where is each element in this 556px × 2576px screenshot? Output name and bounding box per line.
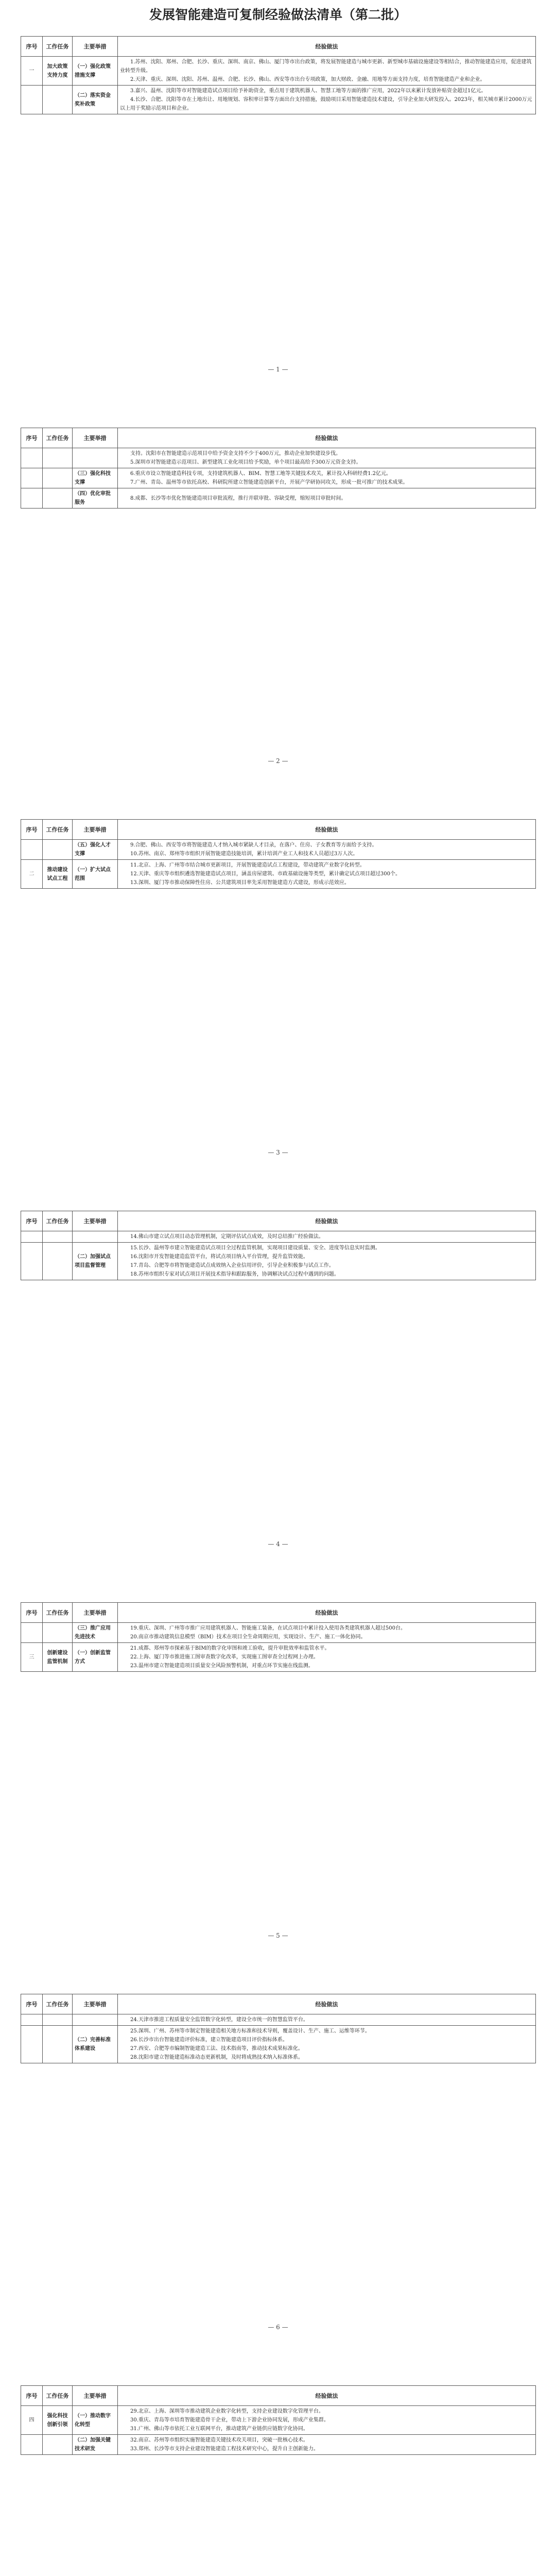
seq-cell [21,1623,43,1643]
experience-cell [118,488,536,509]
header-task: 工作任务 [43,2386,73,2406]
seq-cell [21,2014,43,2026]
seq-cell [21,488,43,509]
table-row [21,860,536,889]
header-seq: 序号 [21,1211,43,1231]
experience-item: 11.北京、上海、广州等市结合城市更新项目，开展智能建造试点工程建设，带动建筑产业数字化转型。 [130,862,365,868]
experience-item: 28.沈阳市建立智能建造标准动态更新机制，及时将成熟技术纳入标准体系。 [130,2055,303,2060]
measures-table [21,428,536,509]
table-header-row [21,1603,536,1623]
experience-item: 12.天津、重庆等市组织遴选智能建造试点项目，涵盖房屋建筑、市政基础设施等类型，累计确定试点项目超过300个。 [130,871,401,877]
header-seq: 序号 [21,1994,43,2014]
sub-measure-cell: （二）加强试点项目监督管理 [73,1243,118,1280]
task-cell [43,2026,73,2063]
page-number: — 1 — [268,366,288,373]
sub-measure-cell: （二）加强关键技术研发 [73,2435,118,2455]
table-header-row [21,37,536,57]
header-exp: 经验做法 [118,1994,536,2014]
measures-table [21,1994,536,2063]
task-cell [43,840,73,860]
sub-measure-cell: （一）扩大试点范围 [73,860,118,889]
header-seq: 序号 [21,2386,43,2406]
header-task: 工作任务 [43,37,73,57]
document-page [21,819,535,1156]
experience-item: 32.南京、苏州等市组织实施智能建造关键技术攻关项目，突破一批核心技术。 [130,2437,308,2443]
experience-item: 1.苏州、沈阳、郑州、合肥、长沙、重庆、深圳、南京、佛山、厦门等市出台政策，将发展智能建造与城市更新、新型城市基础设施建设等相结合，推动智能建造应用，促进建筑业转型升级。 [120,59,532,74]
experience-cell [118,2435,536,2455]
document-page [21,1994,535,2331]
page-number: — 2 — [268,757,288,765]
task-cell [43,1231,73,1243]
experience-item: 24.天津市推进工程质量安全监管数字化转型，建设全市统一的智慧监管平台。 [130,2017,308,2023]
experience-cell [118,2026,536,2063]
header-exp: 经验做法 [118,2386,536,2406]
table-row [21,448,536,468]
experience-item: 13.深圳、厦门等市推动保障性住房、公共建筑项目率先采用智能建造方式建设，形成示范效应。 [130,880,350,886]
table-row [21,57,536,86]
document-page [21,2385,535,2455]
seq-cell [21,2026,43,2063]
experience-item: 14.佛山市建立试点项目动态管理机制，定期评估试点成效，及时总结推广经验做法。 [130,1234,324,1240]
page-number: — 5 — [268,1932,288,1939]
sub-measure-cell: （二）完善标准体系建设 [73,2026,118,2063]
experience-cell [118,1243,536,1280]
table-row [21,2026,536,2063]
measures-table [21,819,536,889]
task-cell [43,1243,73,1280]
task-cell [43,2014,73,2026]
experience-cell [118,860,536,889]
experience-item: 3.嘉兴、温州、沈阳等市对智能建造试点项目给予补助资金，重点用于建筑机器人、智慧工地等方面的推广应用，2022年以来累计发放补贴资金超过1亿元。 [130,88,486,94]
sub-measure-cell: （三）推广应用先进技术 [73,1623,118,1643]
task-cell [43,2435,73,2455]
header-sub: 主要举措 [73,2386,118,2406]
experience-item: 7.广州、青岛、温州等市依托高校、科研院所建立智能建造创新平台，开展产学研协同攻关，形成一批可推广的技术成果。 [130,480,408,485]
page-number: — 3 — [268,1149,288,1156]
seq-cell: 一 [21,57,43,86]
document-title: 发展智能建造可复制经验做法清单（第二批） [149,7,407,22]
table-row [21,2435,536,2455]
experience-item: 31.广州、佛山等市依托工业互联网平台，推动建筑产业链供应链数字化协同。 [130,2426,308,2432]
table-row [21,2014,536,2026]
header-sub: 主要举措 [73,37,118,57]
table-header-row [21,428,536,448]
experience-item: 15.长沙、温州等市建立智能建造试点项目全过程监管机制，实现项目建设质量、安全、进度等信息实时监测。 [130,1245,380,1251]
experience-item: 5.深圳市对智能建造示范项目、新型建筑工业化项目给予奖励，单个项目最高给予300万元资金支持。 [130,460,361,465]
header-task: 工作任务 [43,1603,73,1623]
table-header-row [21,2386,536,2406]
experience-item: 20.南京市推动建筑信息模型（BIM）技术在项目全生命周期应用，实现设计、生产、施工一体化协同。 [130,1634,366,1640]
header-task: 工作任务 [43,428,73,448]
experience-item: 22.上海、厦门等市推进施工图审查数字化改革，实现施工图审查全过程网上办理。 [130,1654,319,1660]
seq-cell: 四 [21,2406,43,2435]
header-task: 工作任务 [43,1994,73,2014]
sub-measure-cell: （一）强化政策措施支撑 [73,57,118,86]
table-header-row [21,1211,536,1231]
page-number: — 6 — [268,2324,288,2331]
header-exp: 经验做法 [118,820,536,840]
header-sub: 主要举措 [73,1994,118,2014]
measures-table [21,36,536,114]
seq-cell [21,840,43,860]
header-seq: 序号 [21,428,43,448]
experience-item: 21.成都、郑州等市探索基于BIM的数字化审图和竣工验收，提升审批效率和监管水平。 [130,1646,330,1651]
task-cell: 加大政策支持力度 [43,57,73,86]
document-page [21,36,535,373]
experience-item: 27.西安、合肥等市编制智能建造工法、技术指南等，推动技术成果标准化。 [130,2046,303,2052]
experience-item: 支持。沈阳市在智能建造示范项目中给予资金支持不少于400万元，推动企业加快建设步伐。 [130,451,341,456]
table-row [21,468,536,488]
table-row [21,1243,536,1280]
seq-cell [21,86,43,114]
experience-cell [118,86,536,114]
document-page [21,1602,535,1939]
table-row [21,86,536,114]
experience-cell [118,448,536,468]
experience-item: 8.成都、长沙等市优化智能建造项目审批流程，推行并联审批、容缺受理，缩短项目审批时间。 [130,495,346,501]
header-exp: 经验做法 [118,37,536,57]
experience-item: 2.天津、重庆、深圳、沈阳、苏州、温州、合肥、长沙、佛山、西安等市出台专项政策，加大财政、金融、用地等方面支持力度，培育智能建造产业和企业。 [130,77,485,82]
document-page [21,1211,535,1548]
header-seq: 序号 [21,1603,43,1623]
task-cell [43,488,73,509]
header-sub: 主要举措 [73,1603,118,1623]
header-sub: 主要举措 [73,428,118,448]
header-sub: 主要举措 [73,1211,118,1231]
header-seq: 序号 [21,37,43,57]
task-cell [43,86,73,114]
sub-measure-cell [73,448,118,468]
experience-item: 4.长沙、合肥、沈阳等市在土地出让、用地规划、容积率计算等方面出台支持措施，鼓励项目采用智能建造技术建设，引导企业加大研发投入。2023年，相关城市累计2000万元以上用于奖励示范项目和企业。 [120,97,532,111]
table-row [21,1643,536,1672]
task-cell: 推动建设试点工程 [43,860,73,889]
experience-cell [118,57,536,86]
sub-measure-cell [73,2014,118,2026]
experience-item: 30.重庆、青岛等市培育智能建造骨干企业，带动上下游企业协同发展，形成产业集群。 [130,2417,329,2423]
measures-table [21,1211,536,1280]
table-row [21,1623,536,1643]
sub-measure-cell [73,1231,118,1243]
experience-item: 29.北京、上海、深圳等市推动建筑企业数字化转型，支持企业建设数字化管理平台。 [130,2409,324,2414]
table-row [21,2406,536,2435]
header-exp: 经验做法 [118,1211,536,1231]
task-cell [43,1623,73,1643]
page-number: — 4 — [268,1540,288,1548]
experience-item: 17.青岛、合肥等市将智能建造试点成效纳入企业信用评价，引导企业积极参与试点工作。 [130,1263,334,1268]
header-seq: 序号 [21,820,43,840]
experience-item: 10.苏州、南京、郑州等市组织开展智能建造技能培训，累计培训产业工人和技术人员超过3万人次。 [130,851,358,857]
table-row [21,1231,536,1243]
sub-measure-cell: （一）推动数字化转型 [73,2406,118,2435]
experience-item: 18.苏州市组织专家对试点项目开展技术指导和跟踪服务，协调解决试点过程中遇到的问题。 [130,1272,339,1277]
header-exp: 经验做法 [118,428,536,448]
experience-item: 16.沈阳市开发智能建造监管平台，将试点项目纳入平台管理，提升监管效能。 [130,1254,308,1260]
seq-cell [21,468,43,488]
seq-cell [21,2435,43,2455]
experience-cell [118,1643,536,1672]
measures-table [21,2385,536,2455]
experience-cell [118,468,536,488]
experience-item: 6.重庆市设立智能建造科技专项，支持建筑机器人、BIM、智慧工地等关键技术攻关，累计投入科研经费1.2亿元。 [130,471,391,477]
header-task: 工作任务 [43,820,73,840]
experience-item: 26.长沙市出台智能建造评价标准，建立智能建造项目评价指标体系。 [130,2037,288,2043]
table-row [21,840,536,860]
experience-cell [118,840,536,860]
experience-item: 25.深圳、广州、苏州等市制定智能建造相关地方标准和技术导则，覆盖设计、生产、施工、运维等环节。 [130,2028,370,2034]
seq-cell [21,1243,43,1280]
header-sub: 主要举措 [73,820,118,840]
experience-cell [118,1231,536,1243]
experience-cell [118,2014,536,2026]
experience-cell [118,1623,536,1643]
sub-measure-cell: （一）创新监管方式 [73,1643,118,1672]
header-exp: 经验做法 [118,1603,536,1623]
header-task: 工作任务 [43,1211,73,1231]
seq-cell: 二 [21,860,43,889]
experience-item: 23.温州市建立智能建造项目质量安全风险预警机制，对重点环节实施在线监测。 [130,1663,314,1669]
seq-cell: 三 [21,1643,43,1672]
task-cell [43,448,73,468]
sub-measure-cell: （二）落实资金奖补政策 [73,86,118,114]
sub-measure-cell: （三）强化科技支撑 [73,468,118,488]
experience-item: 19.重庆、深圳、广州等市推广应用建筑机器人、智能施工装备，在试点项目中累计投入使用各类建筑机器人超过500台。 [130,1625,406,1631]
seq-cell [21,1231,43,1243]
task-cell: 强化科技创新引领 [43,2406,73,2435]
document-page [21,428,535,765]
task-cell [43,468,73,488]
task-cell: 创新建设监管机制 [43,1643,73,1672]
table-row [21,488,536,509]
seq-cell [21,448,43,468]
table-header-row [21,1994,536,2014]
experience-item: 9.合肥、佛山、西安等市将智能建造人才纳入城市紧缺人才目录，在落户、住房、子女教育等方面给予支持。 [130,842,377,848]
table-header-row [21,820,536,840]
experience-cell [118,2406,536,2435]
measures-table [21,1602,536,1672]
experience-item: 33.郑州、长沙等市支持企业建设智能建造工程技术研究中心，提升自主创新能力。 [130,2446,319,2452]
sub-measure-cell: （四）优化审批服务 [73,488,118,509]
sub-measure-cell: （五）强化人才支撑 [73,840,118,860]
